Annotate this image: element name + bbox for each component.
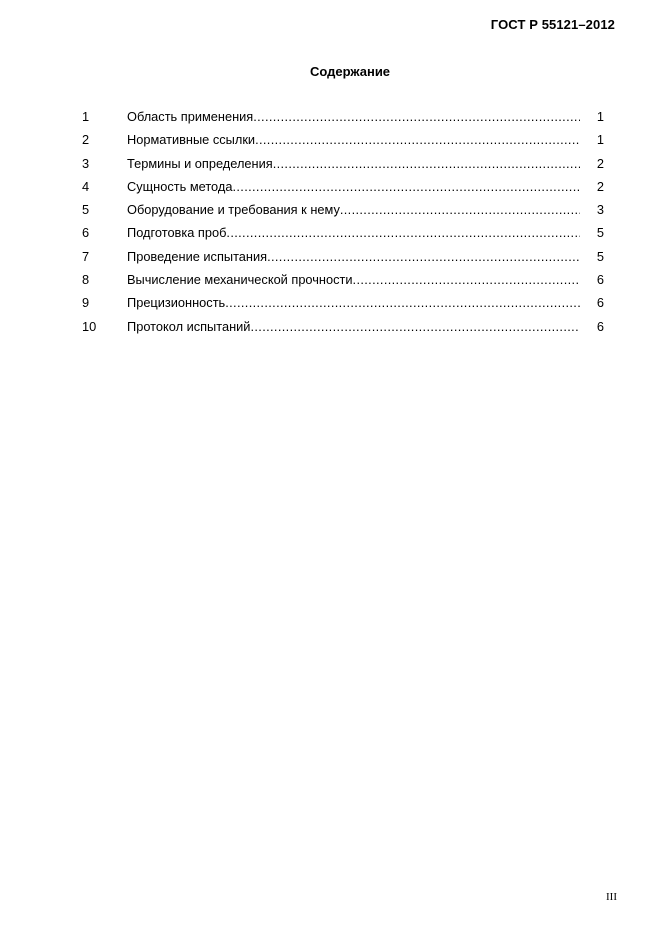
toc-item-label: Нормативные ссылки (127, 132, 256, 148)
toc-item-page: 3 (596, 202, 604, 218)
standard-code: ГОСТ Р 55121–2012 (490, 17, 615, 32)
toc-title: Содержание (309, 64, 391, 79)
toc-item-number: 7 (82, 248, 90, 264)
toc-item-page: 5 (596, 225, 604, 241)
toc-item-number: 3 (82, 155, 90, 171)
toc-item-number: 4 (82, 178, 90, 194)
toc-item-8[interactable] (82, 272, 604, 295)
toc-item-1[interactable] (82, 109, 604, 132)
toc-dot-leader (267, 249, 580, 264)
toc-item-label: Вычисление механической прочности (127, 272, 353, 288)
toc-item-label: Прецизионность (127, 295, 226, 311)
toc-item-4[interactable] (82, 179, 604, 202)
toc-item-page: 6 (596, 318, 604, 334)
toc-item-number: 8 (82, 272, 90, 288)
toc-item-9[interactable] (82, 295, 604, 318)
toc-item-number: 1 (82, 109, 90, 124)
page-number: III (606, 891, 617, 903)
toc-item-page: 2 (596, 155, 604, 171)
toc-item-label: Термины и определения (127, 155, 273, 171)
toc-item-number: 10 (82, 318, 97, 334)
table-of-contents (82, 109, 604, 342)
toc-dot-leader (250, 319, 580, 334)
toc-item-3[interactable] (82, 156, 604, 179)
toc-item-2[interactable] (82, 132, 604, 155)
toc-item-page: 1 (596, 132, 604, 148)
toc-item-label: Проведение испытания (127, 248, 268, 264)
toc-item-page: 5 (596, 248, 604, 264)
toc-item-page: 6 (596, 272, 604, 288)
toc-item-number: 9 (82, 295, 90, 311)
toc-item-label: Подготовка проб (127, 225, 227, 241)
toc-dot-leader (255, 132, 580, 147)
toc-dot-leader (226, 225, 580, 240)
toc-dot-leader (273, 156, 580, 171)
toc-item-10[interactable] (82, 319, 604, 342)
toc-dot-leader (353, 272, 580, 287)
toc-item-label: Область применения (127, 109, 254, 124)
toc-item-number: 2 (82, 132, 90, 148)
toc-item-page: 1 (596, 109, 604, 124)
toc-dot-leader (225, 295, 580, 310)
toc-dot-leader (253, 109, 580, 124)
toc-item-number: 5 (82, 202, 90, 218)
toc-item-7[interactable] (82, 249, 604, 272)
toc-item-label: Протокол испытаний (127, 318, 251, 334)
toc-item-number: 6 (82, 225, 90, 241)
toc-item-label: Оборудование и требования к нему (127, 202, 340, 218)
toc-item-label: Сущность метода (127, 178, 233, 194)
toc-item-6[interactable] (82, 225, 604, 248)
toc-dot-leader (340, 202, 580, 217)
toc-item-5[interactable] (82, 202, 604, 225)
toc-item-page: 6 (596, 295, 604, 311)
toc-item-page: 2 (596, 178, 604, 194)
toc-dot-leader (232, 179, 580, 194)
